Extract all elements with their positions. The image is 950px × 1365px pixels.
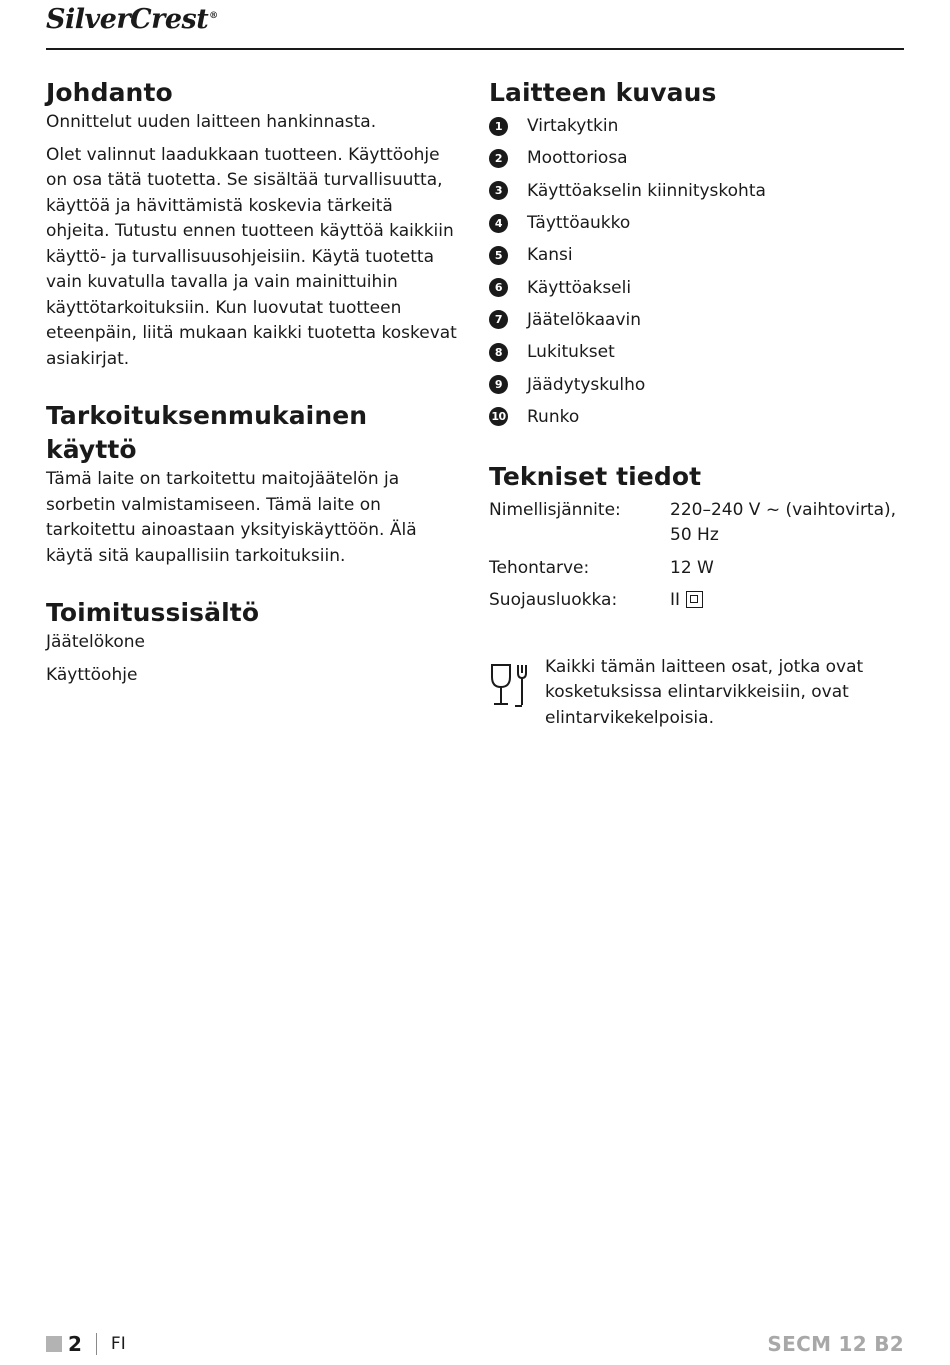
intended-use-paragraph: Tämä laite on tarkoitettu maitojäätelön ja sorbetin valmistamiseen. Tämä laite on tarkoitettu ainoastaan yksityiskäyttöön. Älä käytä sitä kaupallisiin tarkoituksiin. bbox=[46, 469, 417, 566]
right-column bbox=[489, 76, 904, 731]
list-item bbox=[489, 110, 904, 142]
part-number-badge: 6 bbox=[489, 278, 508, 297]
registered-mark: ® bbox=[209, 11, 218, 21]
left-column bbox=[46, 76, 461, 688]
list-item bbox=[489, 239, 904, 271]
protection-class-ii-icon bbox=[686, 591, 703, 608]
page-footer bbox=[46, 1330, 904, 1358]
spec-label: Suojausluokka: bbox=[489, 590, 618, 611]
spec-value-cell bbox=[670, 588, 904, 614]
list-item bbox=[489, 304, 904, 336]
intended-use-heading: Tarkoituksenmukainen käyttö bbox=[46, 401, 368, 464]
table-row bbox=[489, 588, 904, 614]
specs-table bbox=[489, 498, 904, 614]
footer-square-icon bbox=[46, 1336, 62, 1352]
list-item bbox=[489, 207, 904, 239]
part-label: Jäädytyskulho bbox=[527, 374, 646, 395]
intro-paragraph-2: Olet valinnut laadukkaan tuotteen. Käyttöohje on osa tätä tuotetta. Se sisältää turvallisuutta, käyttöä ja hävittämistä koskevia tärkeitä ohjeita. Tutustu ennen tuotteen käyttöä kaikkiin käyttö- ja turvallisuusohjeisiin. Käytä tuotetta vain kuvatulla tavalla ja vain mainittuihin käyttötarkoituksiin. Kun luovutat tuotteen eteenpäin, liitä mukaan kaikki tuotetta koskevat asiakirjat. bbox=[46, 144, 457, 369]
intro-section bbox=[46, 76, 461, 372]
list-item bbox=[489, 401, 904, 433]
part-number-badge: 8 bbox=[489, 343, 508, 362]
part-number-badge: 4 bbox=[489, 214, 508, 233]
part-label: Jäätelökaavin bbox=[527, 309, 642, 330]
part-number-badge: 1 bbox=[489, 117, 508, 136]
specs-section bbox=[489, 460, 904, 614]
list-item bbox=[489, 368, 904, 400]
list-item bbox=[489, 175, 904, 207]
brand-logo bbox=[46, 4, 218, 35]
food-safe-icon bbox=[489, 655, 545, 732]
part-label: Täyttöaukko bbox=[527, 213, 631, 234]
parts-list bbox=[489, 110, 904, 433]
delivery-section bbox=[46, 596, 461, 688]
list-item bbox=[489, 142, 904, 174]
specs-heading: Tekniset tiedot bbox=[489, 461, 702, 491]
spec-label: Tehontarve: bbox=[489, 557, 590, 578]
part-number-badge: 7 bbox=[489, 310, 508, 329]
header-rule bbox=[46, 48, 904, 50]
spec-label: Nimellisjännite: bbox=[489, 499, 621, 520]
spec-value: 220–240 V ~ (vaihtovirta), 50 Hz bbox=[670, 499, 897, 546]
food-notice-text: Kaikki tämän laitteen osat, jotka ovat kosketuksissa elintarvikkeisiin, ovat elintarvikekelpoisia. bbox=[545, 656, 864, 728]
part-label: Runko bbox=[527, 406, 580, 427]
list-item bbox=[489, 271, 904, 303]
delivery-item: Jäätelökone bbox=[46, 632, 145, 652]
part-label: Lukitukset bbox=[527, 342, 615, 363]
part-number-badge: 10 bbox=[489, 407, 508, 426]
intro-heading: Johdanto bbox=[46, 78, 173, 107]
page-number: 2 bbox=[68, 1332, 82, 1356]
description-heading: Laitteen kuvaus bbox=[489, 78, 717, 107]
language-code: FI bbox=[110, 1334, 126, 1354]
description-section bbox=[489, 76, 904, 433]
part-label: Kansi bbox=[527, 245, 573, 266]
model-number: SECM 12 B2 bbox=[767, 1332, 904, 1356]
food-notice bbox=[489, 655, 904, 732]
list-item bbox=[489, 336, 904, 368]
part-label: Virtakytkin bbox=[527, 116, 619, 137]
spec-value: 12 W bbox=[670, 557, 714, 578]
delivery-item: Käyttöohje bbox=[46, 664, 138, 685]
table-row bbox=[489, 556, 904, 582]
spec-value: II bbox=[670, 590, 681, 611]
part-number-badge: 3 bbox=[489, 181, 508, 200]
intended-use-section bbox=[46, 399, 461, 569]
part-label: Käyttöakseli bbox=[527, 277, 632, 298]
part-label: Käyttöakselin kiinnityskohta bbox=[527, 180, 766, 201]
brand-name: SilverCrest bbox=[46, 4, 209, 35]
part-label: Moottoriosa bbox=[527, 148, 628, 169]
part-number-badge: 5 bbox=[489, 246, 508, 265]
delivery-heading: Toimitussisältö bbox=[46, 598, 260, 627]
intro-paragraph-1: Onnittelut uuden laitteen hankinnasta. bbox=[46, 112, 377, 132]
table-row bbox=[489, 498, 904, 549]
part-number-badge: 9 bbox=[489, 375, 508, 394]
part-number-badge: 2 bbox=[489, 149, 508, 168]
footer-divider bbox=[96, 1333, 97, 1355]
